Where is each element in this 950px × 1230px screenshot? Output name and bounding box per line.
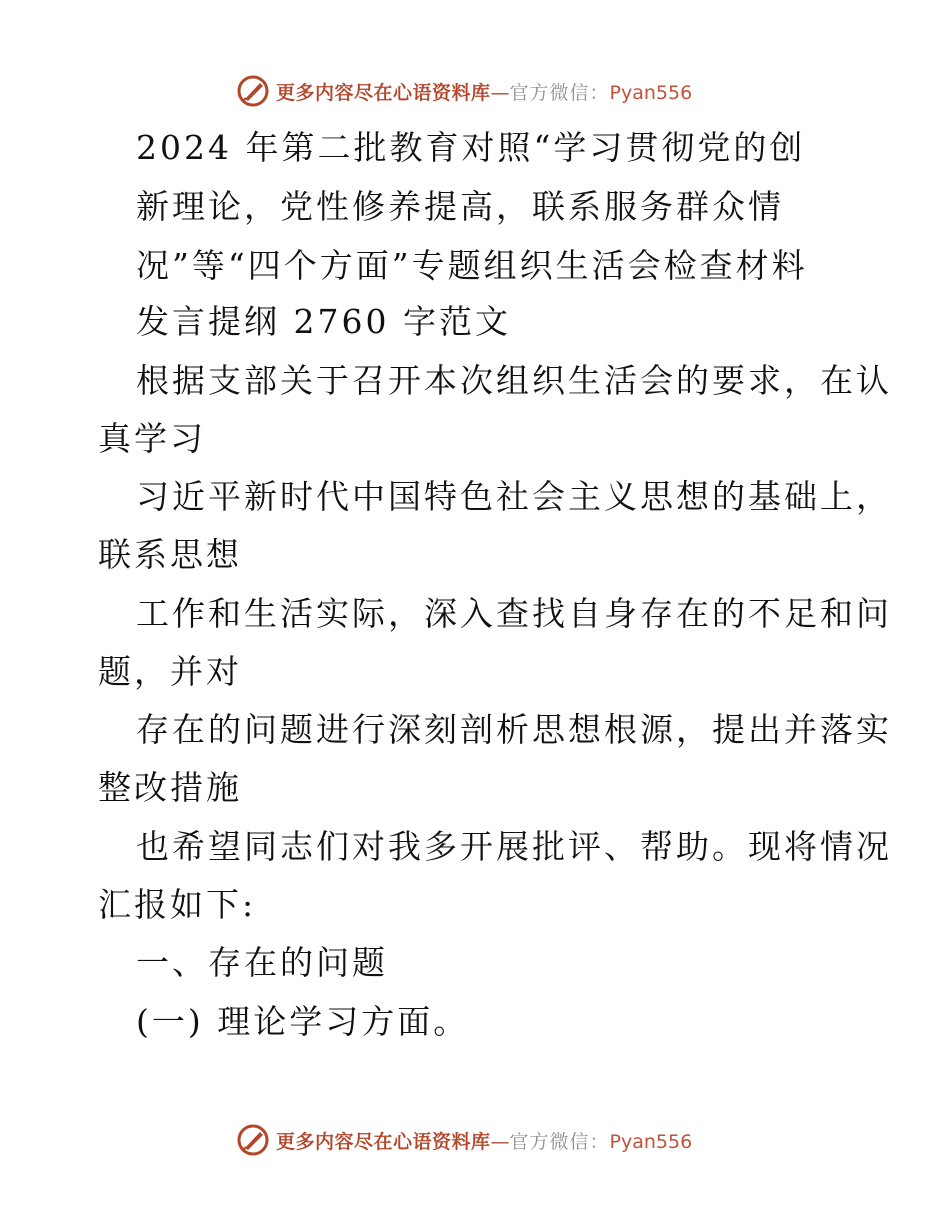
- title-line-4: 发言提纲 2760 字范文: [136, 302, 511, 341]
- banner-sub-text: 官方微信：: [509, 1130, 610, 1153]
- body-line: 真学习: [98, 419, 206, 458]
- quill-pen-seal-icon: [236, 1123, 270, 1157]
- body-line: 也希望同志们对我多开展批评、帮助。现将情况: [136, 827, 892, 866]
- header-banner: [236, 73, 692, 109]
- banner-wechat-id: Pyan556: [609, 1130, 693, 1153]
- title-line-1: 2024 年第二批教育对照“学习贯彻党的创: [136, 128, 806, 167]
- banner-sub-text: 官方微信：: [509, 81, 610, 104]
- banner-main-text: 更多内容尽在心语资料库: [276, 81, 491, 104]
- body-line: 汇报如下:: [98, 885, 257, 924]
- body-line: 联系思想: [98, 535, 242, 574]
- footer-banner: [236, 1122, 692, 1158]
- banner-dash: —: [490, 1130, 510, 1153]
- banner-wechat-id: Pyan556: [609, 81, 693, 104]
- body-line: 习近平新时代中国特色社会主义思想的基础上，: [136, 477, 892, 516]
- body-line: 整改措施: [98, 768, 242, 807]
- body-line: 根据支部关于召开本次组织生活会的要求，在认: [136, 361, 892, 400]
- body-line: 题，并对: [98, 652, 242, 691]
- section-heading: 一、存在的问题: [136, 943, 388, 982]
- title-line-2: 新理论，党性修养提高，联系服务群众情: [136, 187, 784, 226]
- title-line-3: 况”等“四个方面”专题组织生活会检查材料: [136, 246, 808, 285]
- quill-pen-seal-icon: [236, 74, 270, 108]
- subsection-heading: (一) 理论学习方面。: [136, 1002, 470, 1041]
- body-line: 工作和生活实际，深入查找自身存在的不足和问: [136, 594, 892, 633]
- body-line: 存在的问题进行深刻剖析思想根源，提出并落实: [136, 710, 892, 749]
- banner-text: [276, 1127, 692, 1154]
- banner-dash: —: [490, 81, 510, 104]
- banner-text: [276, 78, 692, 105]
- banner-main-text: 更多内容尽在心语资料库: [276, 1130, 491, 1153]
